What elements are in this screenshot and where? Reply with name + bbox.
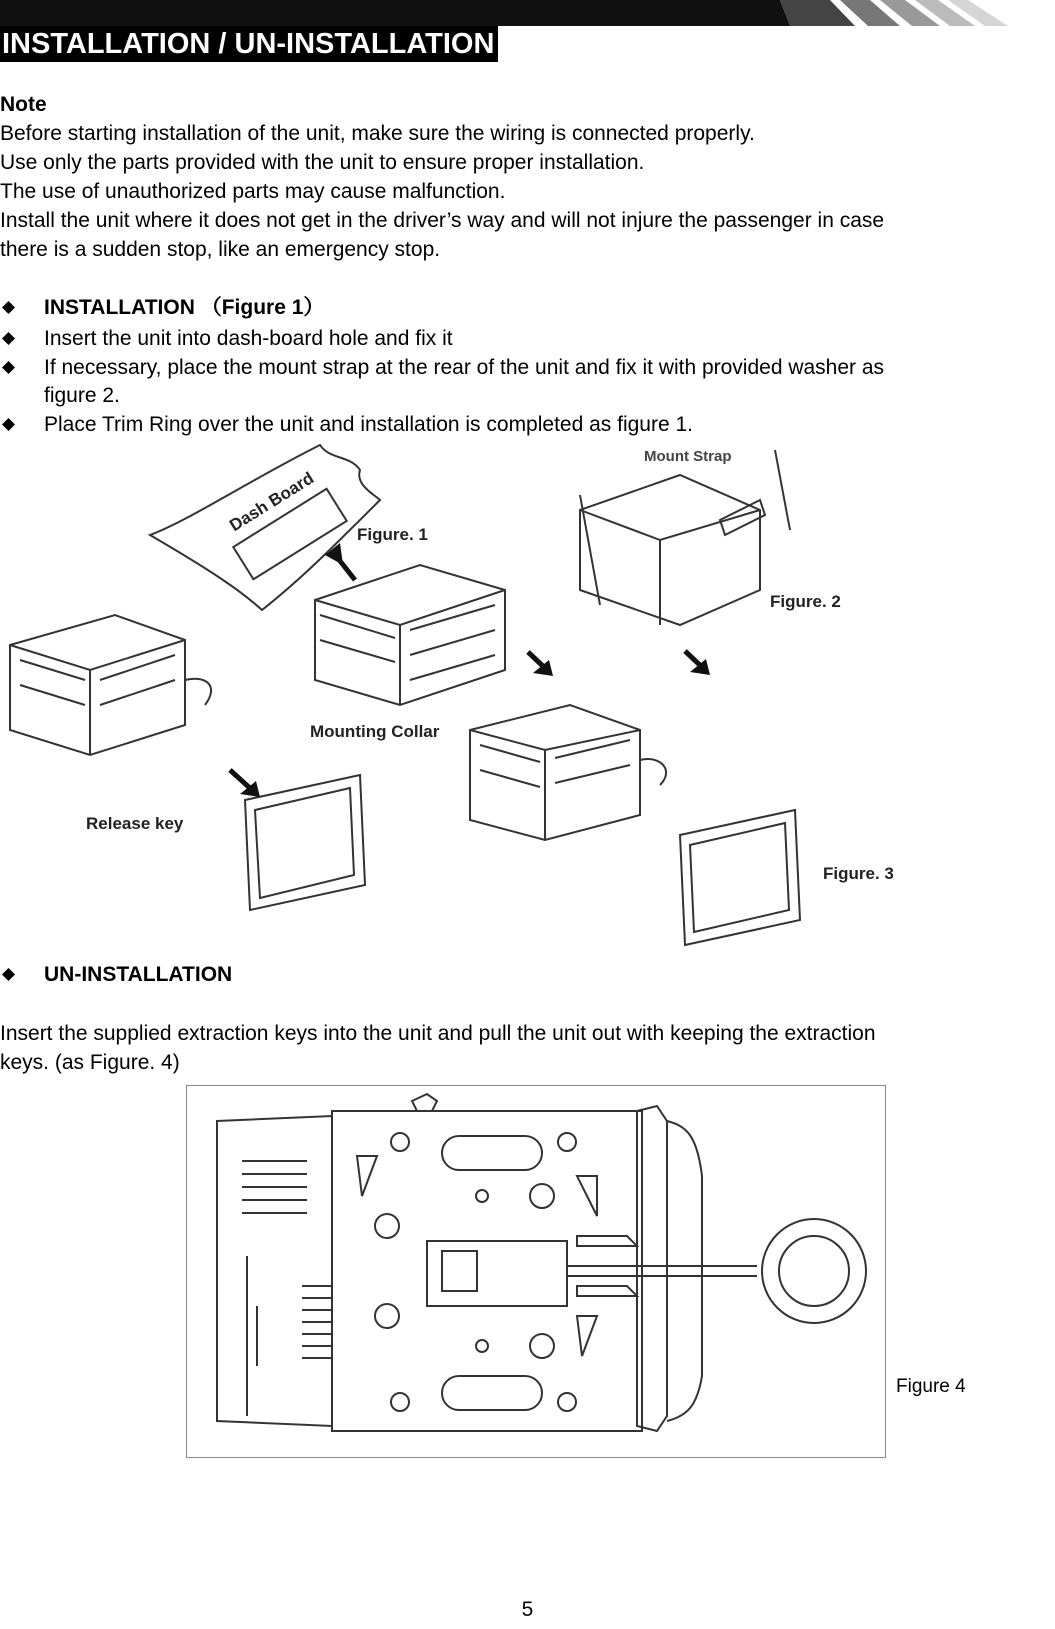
installation-bullet-2-continuation: figure 2.	[44, 384, 120, 407]
note-line-4: Install the unit where it does not get in the driver’s way and will not injure the passenger in case	[0, 209, 885, 232]
label-figure-2: Figure. 2	[770, 592, 841, 611]
trim-ring-left	[245, 775, 365, 910]
black-diamond-icon	[2, 301, 15, 314]
uninstallation-heading: UN-INSTALLATION	[44, 963, 233, 986]
head-unit-center	[470, 705, 640, 840]
note-heading: Note	[0, 93, 47, 116]
label-figure-1: Figure. 1	[357, 525, 428, 544]
black-diamond-icon	[2, 968, 15, 981]
installation-diagram	[0, 440, 1055, 965]
note-line-2: Use only the parts provided with the unit to ensure proper installation.	[0, 151, 645, 174]
label-mounting-collar: Mounting Collar	[310, 722, 440, 741]
label-dash-board: Dash Board	[226, 468, 318, 536]
mount-strap	[580, 475, 760, 625]
uninstallation-line-1: Insert the supplied extraction keys into the unit and pull the unit out with keeping the extraction	[0, 1022, 876, 1045]
page-title: INSTALLATION / UN-INSTALLATION	[0, 26, 498, 62]
note-line-3: The use of unauthorized parts may cause malfunction.	[0, 180, 506, 203]
figure-4-caption: Figure 4	[896, 1376, 966, 1397]
trim-ring-right	[680, 810, 800, 945]
installation-bullet-text: Place Trim Ring over the unit and installation is completed as figure 1.	[44, 413, 694, 436]
installation-heading: INSTALLATION （Figure 1）	[44, 296, 325, 319]
page-number: 5	[521, 1598, 534, 1621]
extraction-diagram-drawing	[187, 1086, 885, 1457]
note-line-5: there is a sudden stop, like an emergency stop.	[0, 238, 441, 261]
installation-bullet-text: If necessary, place the mount strap at the rear of the unit and fix it with provided washer as	[44, 356, 885, 379]
black-diamond-icon	[2, 361, 15, 374]
label-mount-strap: Mount Strap	[644, 448, 732, 465]
header-decorative-bar	[0, 0, 1055, 26]
uninstallation-line-2: keys. (as Figure. 4)	[0, 1051, 180, 1074]
label-release-key: Release key	[86, 814, 184, 833]
black-diamond-icon	[2, 418, 15, 431]
label-figure-3: Figure. 3	[823, 864, 894, 883]
note-line-1: Before starting installation of the unit, make sure the wiring is connected properly.	[0, 122, 755, 145]
installation-bullet-text: Insert the unit into dash-board hole and fix it	[44, 327, 453, 350]
extraction-diagram	[186, 1085, 886, 1458]
black-diamond-icon	[2, 332, 15, 345]
